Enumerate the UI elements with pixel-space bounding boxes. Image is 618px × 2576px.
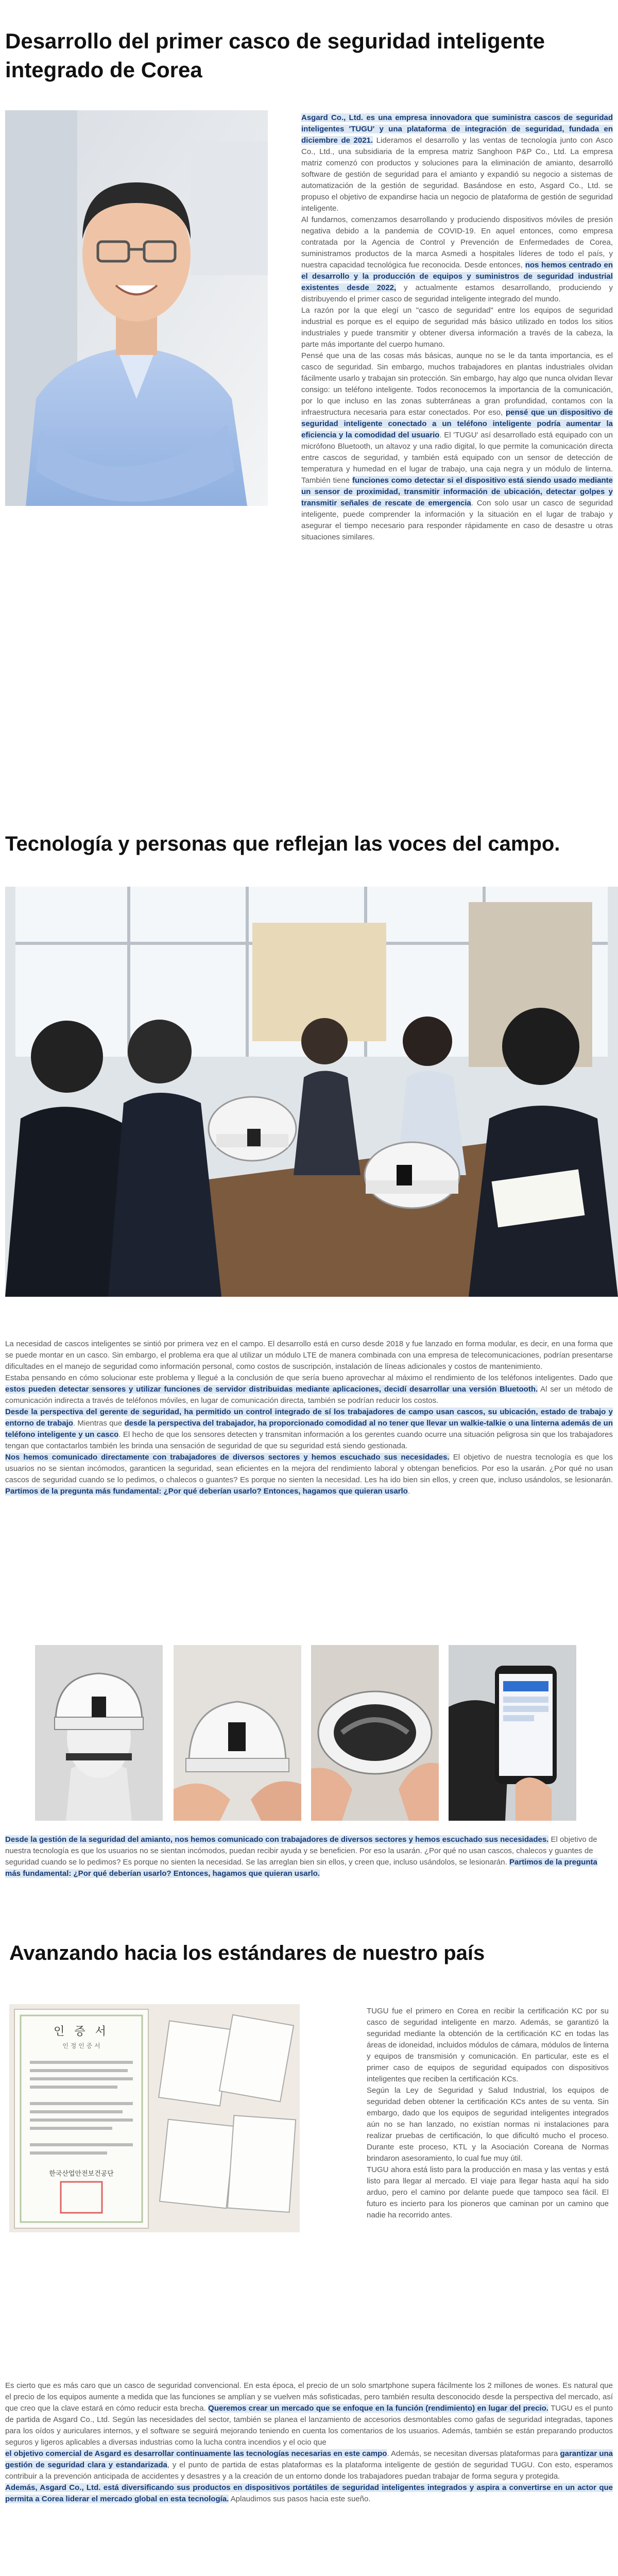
mannequin-helmet-photo [35, 1645, 163, 1821]
paragraph [367, 2164, 609, 2221]
highlighted-text: Partimos de la pregunta más fundamental: ¿Por qué deberían usarlo? Entonces, hagamos que quieran usarlo [5, 1487, 408, 1496]
section3-bottom-body [5, 2380, 613, 2505]
body-text: , y el punto de partida de estas plataformas es la plataforma inteligente de gestión de seguridad TUGU. Con esto, esperamos contribuir a la prevención anticipada de accidentes y desastres y a la creación de un entorno donde los trabajadores puedan trabajar de forma segura y protegida. [5, 2461, 613, 2481]
certificate-subheading: 인 정 인 증 서 [62, 2042, 100, 2049]
highlighted-text: pensé que un dispositivo de seguridad inteligente conectado a un teléfono inteligente podría aumentar la eficiencia y la comodidad del usuario [301, 408, 613, 439]
body-text: Al ser un método de comunicación indirecta a través de teléfonos móviles, en lugar de comunicación directa, también se podrían reducir los costos. [5, 1385, 613, 1405]
paragraph [301, 112, 613, 214]
body-text: . Con solo usar un casco de seguridad inteligente, puede comprender la información y la situación en el lugar de trabajo y asegurar el tiempo necesario para responder rápidamente en caso de desastre u otras situaciones similares. [301, 499, 613, 541]
highlighted-text: Además, Asgard Co., Ltd. está diversificando sus productos en dispositivos portátiles de seguridad inteligentes integrados y aspira a convertirse en un actor que permita a Corea liderar el mercado global en esta tecnología. [5, 2483, 613, 2503]
highlighted-text: Desde la perspectiva del gerente de seguridad, ha permitido un control integrado de sí los trabajadores de campo usan cascos, su ubicación, estado de trabajo y entorno de trabajo [5, 1408, 613, 1428]
highlighted-text: Desde la gestión de la seguridad del amianto, nos hemos comunicado con trabajadores de diversos sectores y hemos escuchado sus necesidades. [5, 1835, 549, 1844]
section-title-tecnologia: Tecnología y personas que reflejan las voces del campo. [5, 833, 560, 855]
paragraph [5, 2380, 613, 2448]
photo-strip-caption [5, 1834, 613, 1879]
phone-app-photo [449, 1645, 576, 1821]
certificates-photo [9, 2004, 300, 2232]
body-text: Según la Ley de Seguridad y Salud Industrial, los equipos de seguridad deben obtener la certificación KCs antes de su venta. Sin embargo, dado que los equipos de seguridad inteligentes integrados aún no se han lanzado, no existían normas ni instalaciones para realizar pruebas de certificación, lo que dificultó mucho el proceso. Durante este proceso, KTL y la Asociación Coreana de Normas brindaron asesoramiento, lo cual fue muy útil. [367, 2086, 609, 2163]
body-text: . El 'TUGU' así desarrollado está equipado con un micrófono Bluetooth, un altavoz y una radio digital, lo que permite la comunicación directa entre cascos de seguridad, y también está equipado con un sensor de detección de temperatura y humedad en el lugar de trabajo, una caja negra y un módulo de linterna. También tiene [301, 431, 613, 485]
highlighted-text: Partimos de la pregunta más fundamental: ¿Por qué deberían usarlo? Entonces, hagamos que quieran usarlo. [5, 1858, 597, 1878]
body-text: . [407, 1487, 410, 1496]
body-text: La necesidad de cascos inteligentes se sintió por primera vez en el campo. El desarrollo está en curso desde 2018 y fue lanzado en forma modular, es decir, en una forma que se puede montar en un casco. Sin embargo, el problema era que al utilizar un módulo LTE de manera combinada con una empresa de telecomunicaciones, podrían presentarse dificultades en el manejo de seguridad como información personal, como costos de suscripción, instalación de líneas adicionales y costos de mantenimiento. [5, 1340, 613, 1371]
paragraph [5, 2482, 613, 2505]
highlighted-text: estos pueden detectar sensores y utilizar funciones de servidor distribuidas mediante aplicaciones, decidí desarrollar una versión Bluetooth. [5, 1385, 538, 1394]
paragraph [5, 1406, 613, 1452]
body-text: Al fundarnos, comenzamos desarrollando y produciendo dispositivos móviles de presión negativa debido a la pandemia de COVID-19. En aquel entonces, como empresa contratada por la Agencia de Control y Prevención de Enfermedades de Corea, suministramos productos de la marca Asmedi a hospitales líderes de todo el país, y nuestra capacidad tecnológica fue reconocida. Desde entonces, [301, 215, 613, 269]
paragraph [5, 2448, 613, 2482]
highlighted-text: Nos hemos comunicado directamente con trabajadores de diversos sectores y hemos escuchado sus necesidades. [5, 1453, 450, 1462]
certificate-issuer: 한국산업안전보건공단 [49, 2170, 114, 2178]
paragraph [5, 1338, 613, 1372]
body-text: TUGU ahora está listo para la producción en masa y las ventas y está listo para llegar al mercado. El viaje para llegar hasta aquí ha sido arduo, pero el camino por delante puede que tampoco sea fácil. El futuro es incierto para los pioneros que caminan por un camino que nadie ha recorrido antes. [367, 2165, 609, 2219]
body-text: TUGU es el punto de partida de Asgard Co., Ltd. Según las necesidades del sector, también se planea el lanzamiento de accesorios desmontables como gafas de seguridad integradas, tapones para los oídos y auriculares internos, y el software se seguirá mejorando teniendo en cuenta los comentarios de los usuarios. Además, también se están preparando productos seguros y ligeros aplicables a diversas industrias como la lucha contra incendios y el ocio que [5, 2404, 613, 2447]
section2-body [5, 1338, 613, 1497]
paragraph [367, 2085, 609, 2164]
body-text: . Además, se necesitan diversas plataformas para [387, 2449, 560, 2458]
body-text: Estaba pensando en cómo solucionar este problema y llegué a la conclusión de que sería bueno aprovechar al máximo el rendimiento de los teléfonos inteligentes. Dado que [5, 1374, 613, 1382]
helmet-interior-photo [311, 1645, 439, 1821]
body-text: El objetivo de nuestra tecnología es que los usuarios no se sientan incómodos, garanticen la seguridad, sean eficientes en la mejora del rendimiento laboral y obtengan beneficios. Por eso la usarán. ¿Por qué no usan cascos de seguridad cuando se lo pedimos, o chalecos o guantes? Es porque no sienten la necesidad. Les ha ido bien sin ellos, y creen que, incluso usándolos, se lesionarán. [5, 1453, 613, 1484]
body-text: Es cierto que es más caro que un casco de seguridad convencional. En esta época, el precio de un solo smartphone supera fácilmente los 2 millones de wones. Es natural que el precio de los equipos aumente a medida que las funciones se amplían y se vuelven más sofisticadas, pero también resulta desconocido desde la perspectiva del mercado, así que creo que la clave estará en cómo reducir esta brecha. [5, 2381, 613, 2413]
highlighted-text: desde la perspectiva del trabajador, ha proporcionado comodidad al no tener que llevar un walkie-talkie o una linterna además de un teléfono inteligente y un casco [5, 1419, 613, 1439]
paragraph [367, 2006, 609, 2085]
paragraph [5, 1452, 613, 1497]
body-text: . Mientras que [73, 1419, 125, 1428]
section1-body [301, 112, 613, 543]
highlighted-text: Asgard Co., Ltd. es una empresa innovadora que suministra cascos de seguridad inteligentes 'TUGU' y una plataforma de integración de seguridad, fundada en diciembre de 2021. [301, 113, 613, 145]
body-text: Lideramos el desarrollo y las ventas de tecnología junto con Asco Co., Ltd., una subsidiaria de la empresa matriz Sanghoon P&P Co., Ltd. La empresa matriz comenzó con productos y soluciones para la eliminación de amianto, desarrolló software de gestión de seguridad para el amianto y expandió su negocio a sistemas de automatización de la gestión de seguridad. Basándose en esto, Asgard Co., Ltd. se propuso el objetivo de expandirse hacia un negocio de plataforma de gestión de seguridad inteligente. [301, 136, 613, 213]
certificate-heading: 인 증 서 [54, 2025, 109, 2038]
body-text: Pensé que una de las cosas más básicas, aunque no se le da tanta importancia, es el casco de seguridad. Sin embargo, muchos trabajadores en plantas industriales olvidan fácilmente usarlo y trabajan sin protección. Sin embargo, hay algo que nunca olvidan llevar consigo: un teléfono inteligente. Todos reconocemos la importancia de la comunicación, por lo que incluso en las zonas subterráneas a gran profundidad, contamos con la infraestructura necesaria para estar conectados. Por eso, [301, 351, 613, 417]
body-text: La razón por la que elegí un "casco de seguridad" entre los equipos de seguridad industrial es porque es el equipo de seguridad más básico utilizado en todos los sitios industriales y puede transmitir y obtener diversa información a través de la cabeza, la parte más importante del cuerpo humano. [301, 306, 613, 349]
highlighted-text: el objetivo comercial de Asgard es desarrollar continuamente las tecnologías necesarias en este campo [5, 2449, 387, 2458]
section-title-desarrollo: Desarrollo del primer casco de seguridad inteligente integrado de Corea [5, 29, 545, 82]
body-text: y actualmente estamos desarrollando, produciendo y distribuyendo el primer casco de seguridad inteligente integrado del mundo. [301, 283, 613, 303]
body-text: TUGU fue el primero en Corea en recibir la certificación KC por su casco de seguridad inteligente en marzo. Además, se garantizó la seguridad mediante la obtención de la certificación KC en todas las áreas de idoneidad, incluidos módulos de cámara, módulos de linterna y equipos de transmisión y comunicación. En particular, este es el primer caso de equipos de seguridad equipados con dispositivos inteligentes que reciben la certificación KCs. [367, 2007, 609, 2083]
highlighted-text: nos hemos centrado en el desarrollo y la producción de equipos y suministros de seguridad industrial existentes desde 2022, [301, 261, 613, 292]
body-text: . El hecho de que los sensores detecten y transmitan información a los gerentes cuando ocurre una situación peligrosa sin que los trabajadores tengan que contactarlos también les brinda una sensación de seguridad de que su seguridad está siendo gestionada. [5, 1430, 613, 1450]
paragraph [301, 305, 613, 350]
section-title-avanzando: Avanzando hacia los estándares de nuestro país [9, 1942, 485, 1964]
highlighted-text: Queremos crear un mercado que se enfoque en la función (rendimiento) en lugar del precio. [208, 2404, 548, 2413]
paragraph [301, 350, 613, 543]
body-text: Aplaudimos sus pasos hacia este sueño. [229, 2495, 371, 2503]
helmet-hands-photo [174, 1645, 301, 1821]
portrait-photo [5, 110, 268, 506]
paragraph [301, 214, 613, 305]
highlighted-text: garantizar una gestión de seguridad clara y estandarizada [5, 2449, 613, 2469]
body-text: El objetivo de nuestra tecnología es que los usuarios no se sientan incómodos, puedan recibir ayuda y se beneficien. Por eso la usarán. ¿Por qué no usan cascos, chalecos y guantes de seguridad cuando se lo pedimos? Es porque no sienten la necesidad. Se las arreglan bien sin ellos, y creen que, incluso usándolos, se lesionarán. [5, 1835, 597, 1867]
paragraph [5, 1372, 613, 1406]
section3-side-body [367, 2006, 609, 2221]
highlighted-text: funciones como detectar si el dispositivo está siendo usado mediante un sensor de proximidad, transmitir información de ubicación, detectar golpes y transmitir señales de rescate de emergencia [301, 476, 613, 507]
meeting-photo [5, 887, 618, 1297]
